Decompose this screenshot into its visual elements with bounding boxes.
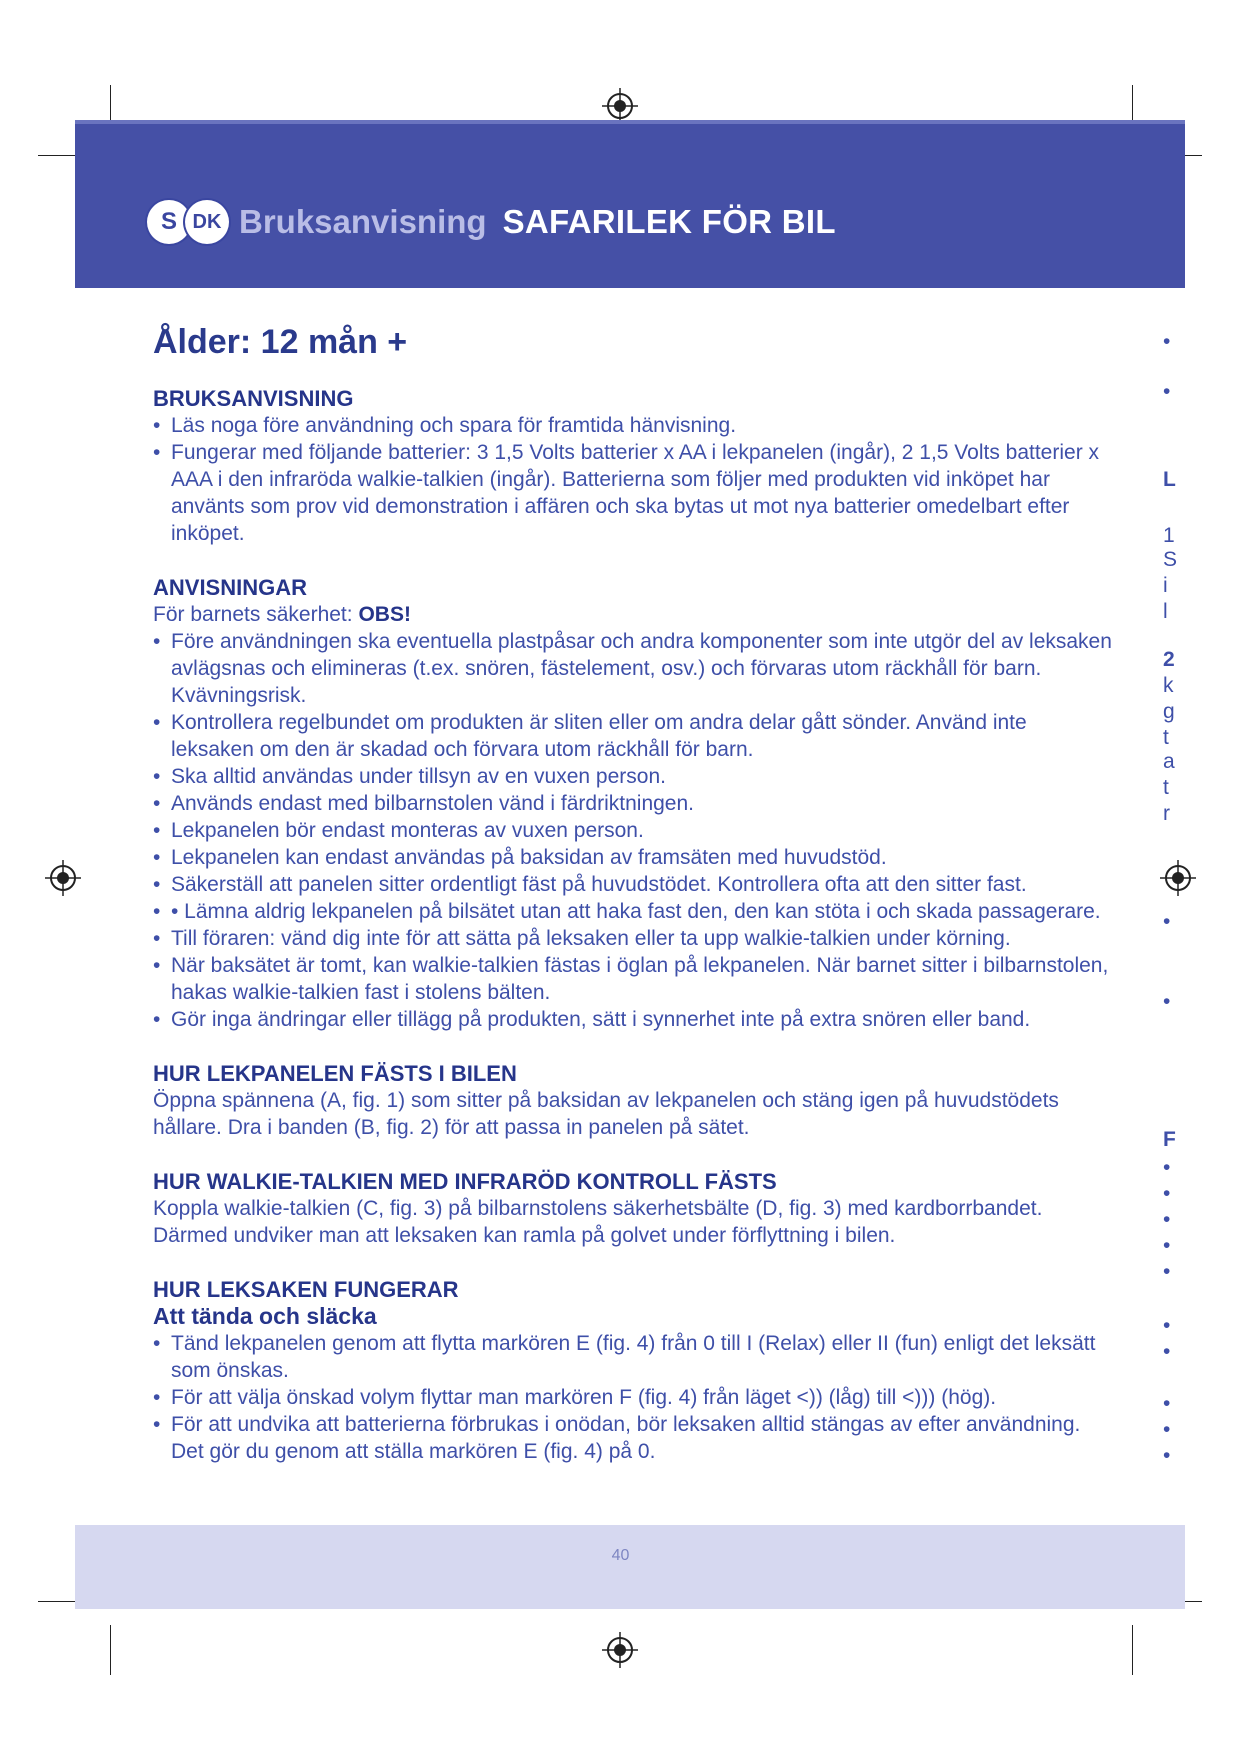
crop-mark-bottom-left-vertical xyxy=(110,1625,111,1675)
list-item: • Tänd lekpanelen genom att flytta markören E (fig. 4) från 0 till I (Relax) eller II (fun) enligt det leksätt som önskas. xyxy=(153,1330,1113,1384)
registration-target-left-icon xyxy=(45,860,81,896)
section-heading: HUR LEKSAKEN FUNGERAR xyxy=(153,1277,459,1302)
header-subtitle: Bruksanvisning xyxy=(239,203,487,240)
section-text: Koppla walkie-talkien (C, fig. 3) på bilbarnstolens säkerhetsbälte (D, fig. 3) med kardborrbandet. Därmed undviker man att leksaken kan ramla på golvet under förflyttning i bilen. xyxy=(153,1197,1043,1247)
obs-label: OBS! xyxy=(358,603,411,626)
registration-target-top-icon xyxy=(602,88,638,124)
section-subheading: Att tända och släcka xyxy=(153,1303,377,1329)
page-number: 40 xyxy=(611,1547,630,1564)
adjacent-fragment: • xyxy=(1163,1340,1171,1363)
adjacent-fragment: • xyxy=(1163,1444,1171,1467)
section-heading: HUR WALKIE-TALKIEN MED INFRARÖD KONTROLL FÄSTS xyxy=(153,1169,777,1194)
list-item: • Läs noga före användning och spara för framtida hänvisning. xyxy=(153,412,1113,439)
section-bruksanvisning xyxy=(153,385,1113,547)
language-badge-s: S xyxy=(147,200,191,244)
adjacent-fragment: 1 xyxy=(1163,524,1175,547)
adjacent-fragment: • xyxy=(1163,330,1171,353)
adjacent-fragment: S xyxy=(1163,548,1178,571)
bullet-list xyxy=(153,412,1113,547)
adjacent-fragment: • xyxy=(1163,380,1171,403)
list-item: • Lekpanelen bör endast monteras av vuxen person. xyxy=(153,817,1113,844)
safety-intro-text: För barnets säkerhet: xyxy=(153,603,353,626)
header-title-row xyxy=(147,200,836,244)
list-item: • Till föraren: vänd dig inte för att sätta på leksaken eller ta upp walkie-talkien under körning. xyxy=(153,925,1113,952)
adjacent-fragment: • xyxy=(1163,1418,1171,1441)
adjacent-fragment: • xyxy=(1163,1314,1171,1337)
safety-intro xyxy=(153,601,1113,628)
adjacent-fragment: • xyxy=(1163,1182,1171,1205)
section-heading: ANVISNINGAR xyxy=(153,575,308,600)
adjacent-fragment: l xyxy=(1163,600,1168,623)
header-band-edge xyxy=(75,120,1185,124)
adjacent-fragment: F xyxy=(1163,1128,1176,1151)
adjacent-fragment: • xyxy=(1163,1234,1171,1257)
bullet-list xyxy=(153,1330,1113,1465)
bullet-list xyxy=(153,628,1113,1033)
adjacent-fragment: 2 xyxy=(1163,648,1175,671)
adjacent-fragment: i xyxy=(1163,574,1168,597)
list-item: • Kontrollera regelbundet om produkten är sliten eller om andra delar gått sönder. Använd inte leksaken om den är skadad och förvara utom räckhåll för barn. xyxy=(153,709,1113,763)
adjacent-fragment: r xyxy=(1163,802,1170,825)
header-band xyxy=(75,120,1185,288)
section-hur-leksaken-fungerar xyxy=(153,1276,1113,1465)
adjacent-fragment: g xyxy=(1163,700,1175,723)
adjacent-fragment: k xyxy=(1163,674,1174,697)
adjacent-fragment: • xyxy=(1163,1260,1171,1283)
registration-target-right-icon xyxy=(1160,860,1196,896)
list-item: • Ska alltid användas under tillsyn av en vuxen person. xyxy=(153,763,1113,790)
list-item: • Fungerar med följande batterier: 3 1,5 Volts batterier x AA i lekpanelen (ingår), 2 1,5 Volts batterier x AAA i den infraröda walkie-talkien (ingår). Batterierna som följer med produkten vid inköpet har använts som prov vid demonstration i affären och ska bytas ut mot nya batterier omedelbart efter inköpet. xyxy=(153,439,1113,547)
list-item: • • Lämna aldrig lekpanelen på bilsätet utan att haka fast den, den kan stöta i och skada passagerare. xyxy=(153,898,1113,925)
crop-mark-bottom-right-vertical xyxy=(1132,1625,1133,1675)
main-content xyxy=(153,385,1113,1492)
section-text: Öppna spännena (A, fig. 1) som sitter på baksidan av lekpanelen och stäng igen på huvudstödets hållare. Dra i banden (B, fig. 2) för att passa in panelen på sätet. xyxy=(153,1089,1059,1139)
section-heading: BRUKSANVISNING xyxy=(153,386,354,411)
adjacent-fragment: • xyxy=(1163,1156,1171,1179)
list-item: • Lekpanelen kan endast användas på baksidan av framsäten med huvudstöd. xyxy=(153,844,1113,871)
registration-target-bottom-icon xyxy=(602,1632,638,1668)
section-anvisningar xyxy=(153,574,1113,1033)
section-fasts-i-bilen xyxy=(153,1060,1113,1141)
adjacent-fragment: t xyxy=(1163,776,1169,799)
adjacent-fragment: t xyxy=(1163,726,1169,749)
section-walkie-talkie xyxy=(153,1168,1113,1249)
adjacent-fragment: • xyxy=(1163,1208,1171,1231)
list-item: • För att välja önskad volym flyttar man markören F (fig. 4) från läget <)) (låg) till <))) (hög). xyxy=(153,1384,1113,1411)
list-item: • När baksätet är tomt, kan walkie-talkien fästas i öglan på lekpanelen. När barnet sitter i bilbarnstolen, hakas walkie-talkien fast i stolens bälten. xyxy=(153,952,1113,1006)
adjacent-fragment: • xyxy=(1163,990,1171,1013)
list-item: • Gör inga ändringar eller tillägg på produkten, sätt i synnerhet inte på extra snören eller band. xyxy=(153,1006,1113,1033)
list-item: • Före användningen ska eventuella plastpåsar och andra komponenter som inte utgör del av leksaken avlägsnas och elimineras (t.ex. snören, fästelement, osv.) och förvaras utom räckhåll för barn. Kvävningsrisk. xyxy=(153,628,1113,709)
age-heading: Ålder: 12 mån + xyxy=(153,323,408,361)
list-item: • Säkerställ att panelen sitter ordentligt fäst på huvudstödet. Kontrollera ofta att den sitter fast. xyxy=(153,871,1113,898)
section-heading: HUR LEKPANELEN FÄSTS I BILEN xyxy=(153,1061,517,1086)
adjacent-fragment: a xyxy=(1163,750,1175,773)
list-item: • Används endast med bilbarnstolen vänd i färdriktningen. xyxy=(153,790,1113,817)
footer-band xyxy=(75,1525,1185,1609)
header-title: SAFARILEK FÖR BIL xyxy=(502,203,836,240)
list-item: • För att undvika att batterierna förbrukas i onödan, bör leksaken alltid stängas av efter användning. Det gör du genom att ställa markören E (fig. 4) på 0. xyxy=(153,1411,1113,1465)
adjacent-fragment: L xyxy=(1163,468,1176,491)
adjacent-fragment: • xyxy=(1163,1392,1171,1415)
adjacent-fragment: • xyxy=(1163,910,1171,933)
language-badge-dk: DK xyxy=(185,200,229,244)
